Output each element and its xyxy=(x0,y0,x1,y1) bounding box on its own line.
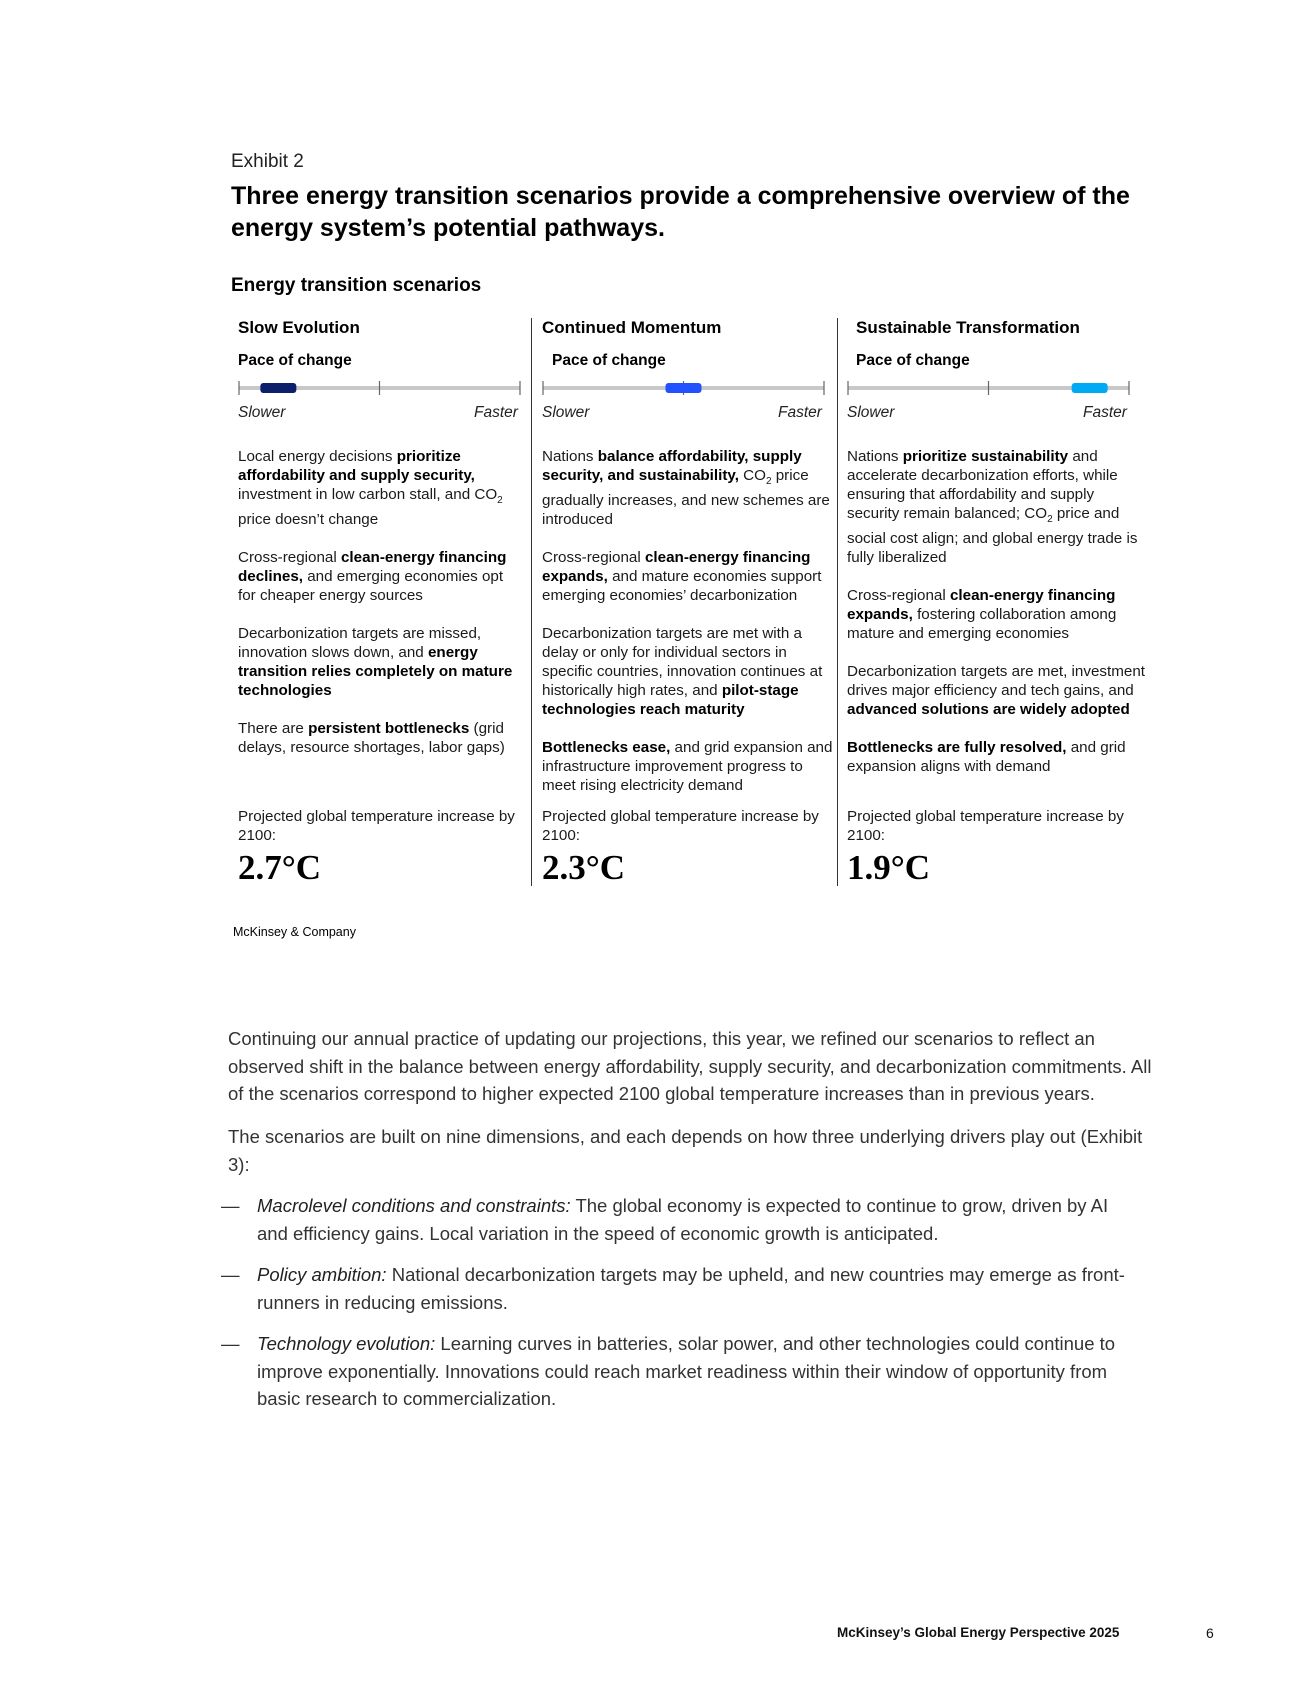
footer-title: McKinsey’s Global Energy Perspective 2025 xyxy=(837,1625,1120,1640)
bullet-label: Technology evolution: xyxy=(257,1333,436,1354)
scenario-name: Continued Momentum xyxy=(542,318,722,337)
bullet-label: Policy ambition: xyxy=(257,1264,387,1285)
scenario-paragraph: Cross-regional clean-energy financing declines, and emerging economies opt for cheaper energy sources xyxy=(238,549,507,605)
scenario-paragraph: Decarbonization targets are missed, innovation slows down, and energy transition relies completely on mature technologies xyxy=(238,625,513,700)
scenario-paragraph: Cross-regional clean-energy financing expands, and mature economies support emerging economies’ decarbonization xyxy=(542,549,822,605)
faster-label: Faster xyxy=(474,404,518,421)
scenario-name: Sustainable Transformation xyxy=(856,318,1080,337)
page-number: 6 xyxy=(1206,1625,1214,1641)
scenario-paragraph: Decarbonization targets are met with a delay or only for individual sectors in specific countries, innovation continues at historically high rates, and pilot-stage technologies reach maturity xyxy=(542,625,823,719)
slower-label: Slower xyxy=(542,404,590,421)
body-paragraph: Continuing our annual practice of updating our projections, this year, we refined our scenarios to reflect an observed shift in the balance between energy affordability, supply security, and decarbonization commitments. All of the scenarios correspond to higher expected 2100 global temperature increases than in previous years. xyxy=(228,1028,1152,1104)
faster-label: Faster xyxy=(1083,404,1127,421)
projection-label: Projected global temperature increase by 2100: xyxy=(238,808,515,844)
slider-marker xyxy=(1072,383,1108,393)
scenario-paragraph: Bottlenecks are fully resolved, and grid expansion aligns with demand xyxy=(847,739,1126,776)
bullet-text xyxy=(257,1261,1137,1316)
slower-label: Slower xyxy=(847,404,895,421)
projection-label: Projected global temperature increase by 2100: xyxy=(542,808,819,844)
source-credit: McKinsey & Company xyxy=(233,925,356,939)
scenario-paragraph: Nations prioritize sustainability and accelerate decarbonization efforts, while ensuring that affordability and supply security remain balanced; $CO_2$ price and social cost align; and global energy trade is fully liberalized xyxy=(847,448,1138,567)
scenario-description xyxy=(542,447,840,814)
slider-marker xyxy=(666,383,702,393)
bullet-body: National decarbonization targets may be upheld, and new countries may emerge as front-runners in reducing emissions. xyxy=(257,1264,1125,1313)
exhibit-title: Three energy transition scenarios provide a comprehensive overview of the energy system’s potential pathways. xyxy=(231,182,1130,242)
temperature-value: 2.3°C xyxy=(542,848,626,887)
bullet-dash: — xyxy=(221,1333,240,1354)
faster-label: Faster xyxy=(778,404,822,421)
pace-label: Pace of change xyxy=(238,352,352,369)
pace-slider xyxy=(238,380,521,396)
slower-label: Slower xyxy=(238,404,286,421)
scenario-paragraph: Decarbonization targets are met, investment drives major efficiency and tech gains, and advanced solutions are widely adopted xyxy=(847,663,1145,719)
bullet-dash: — xyxy=(221,1264,240,1285)
scenario-description xyxy=(847,447,1147,795)
bullet-body: The global economy is expected to continue to grow, driven by AI and efficiency gains. Local variation in the speed of economic growth is anticipated. xyxy=(257,1195,1109,1244)
bullet-body: Learning curves in batteries, solar power, and other technologies could continue to improve exponentially. Innovations could reach market readiness within their window of opportunity from basic research to commercialization. xyxy=(257,1333,1116,1409)
projection-label: Projected global temperature increase by 2100: xyxy=(847,808,1124,844)
bullet-label: Macrolevel conditions and constraints: xyxy=(257,1195,571,1216)
bullet-text xyxy=(257,1330,1137,1413)
exhibit-label: Exhibit 2 xyxy=(231,151,304,172)
body-paragraph: The scenarios are built on nine dimensions, and each depends on how three underlying drivers play out (Exhibit 3): xyxy=(228,1126,1143,1175)
scenario-column-continued-momentum xyxy=(531,318,840,886)
scenario-paragraph: There are persistent bottlenecks (grid delays, resource shortages, labor gaps) xyxy=(238,720,505,757)
pace-label: Pace of change xyxy=(552,352,666,369)
scenario-column-sustainable-transformation xyxy=(837,318,1147,886)
pace-label: Pace of change xyxy=(856,352,970,369)
bullet-text xyxy=(257,1192,1137,1247)
scenario-paragraph: Cross-regional clean-energy financing expands, fostering collaboration among mature and emerging economies xyxy=(847,587,1117,643)
scenario-name: Slow Evolution xyxy=(238,318,360,337)
slider-marker xyxy=(260,383,296,393)
scenario-paragraph: Nations balance affordability, supply security, and sustainability, $CO_2$ price gradually increases, and new schemes are introduced xyxy=(542,448,830,529)
bullet-dash: — xyxy=(221,1195,240,1216)
pace-slider xyxy=(542,380,825,396)
scenario-description xyxy=(238,447,522,776)
pace-slider xyxy=(847,380,1130,396)
temperature-value: 2.7°C xyxy=(238,848,322,887)
scenario-paragraph: Local energy decisions prioritize affordability and supply security, investment in low carbon stall, and $CO_2$ price doesn’t change xyxy=(238,448,503,529)
temperature-value: 1.9°C xyxy=(847,848,931,887)
scenario-paragraph: Bottlenecks ease, and grid expansion and infrastructure improvement progress to meet rising electricity demand xyxy=(542,739,833,795)
section-title: Energy transition scenarios xyxy=(231,275,482,296)
scenario-column-slow-evolution xyxy=(238,318,522,886)
